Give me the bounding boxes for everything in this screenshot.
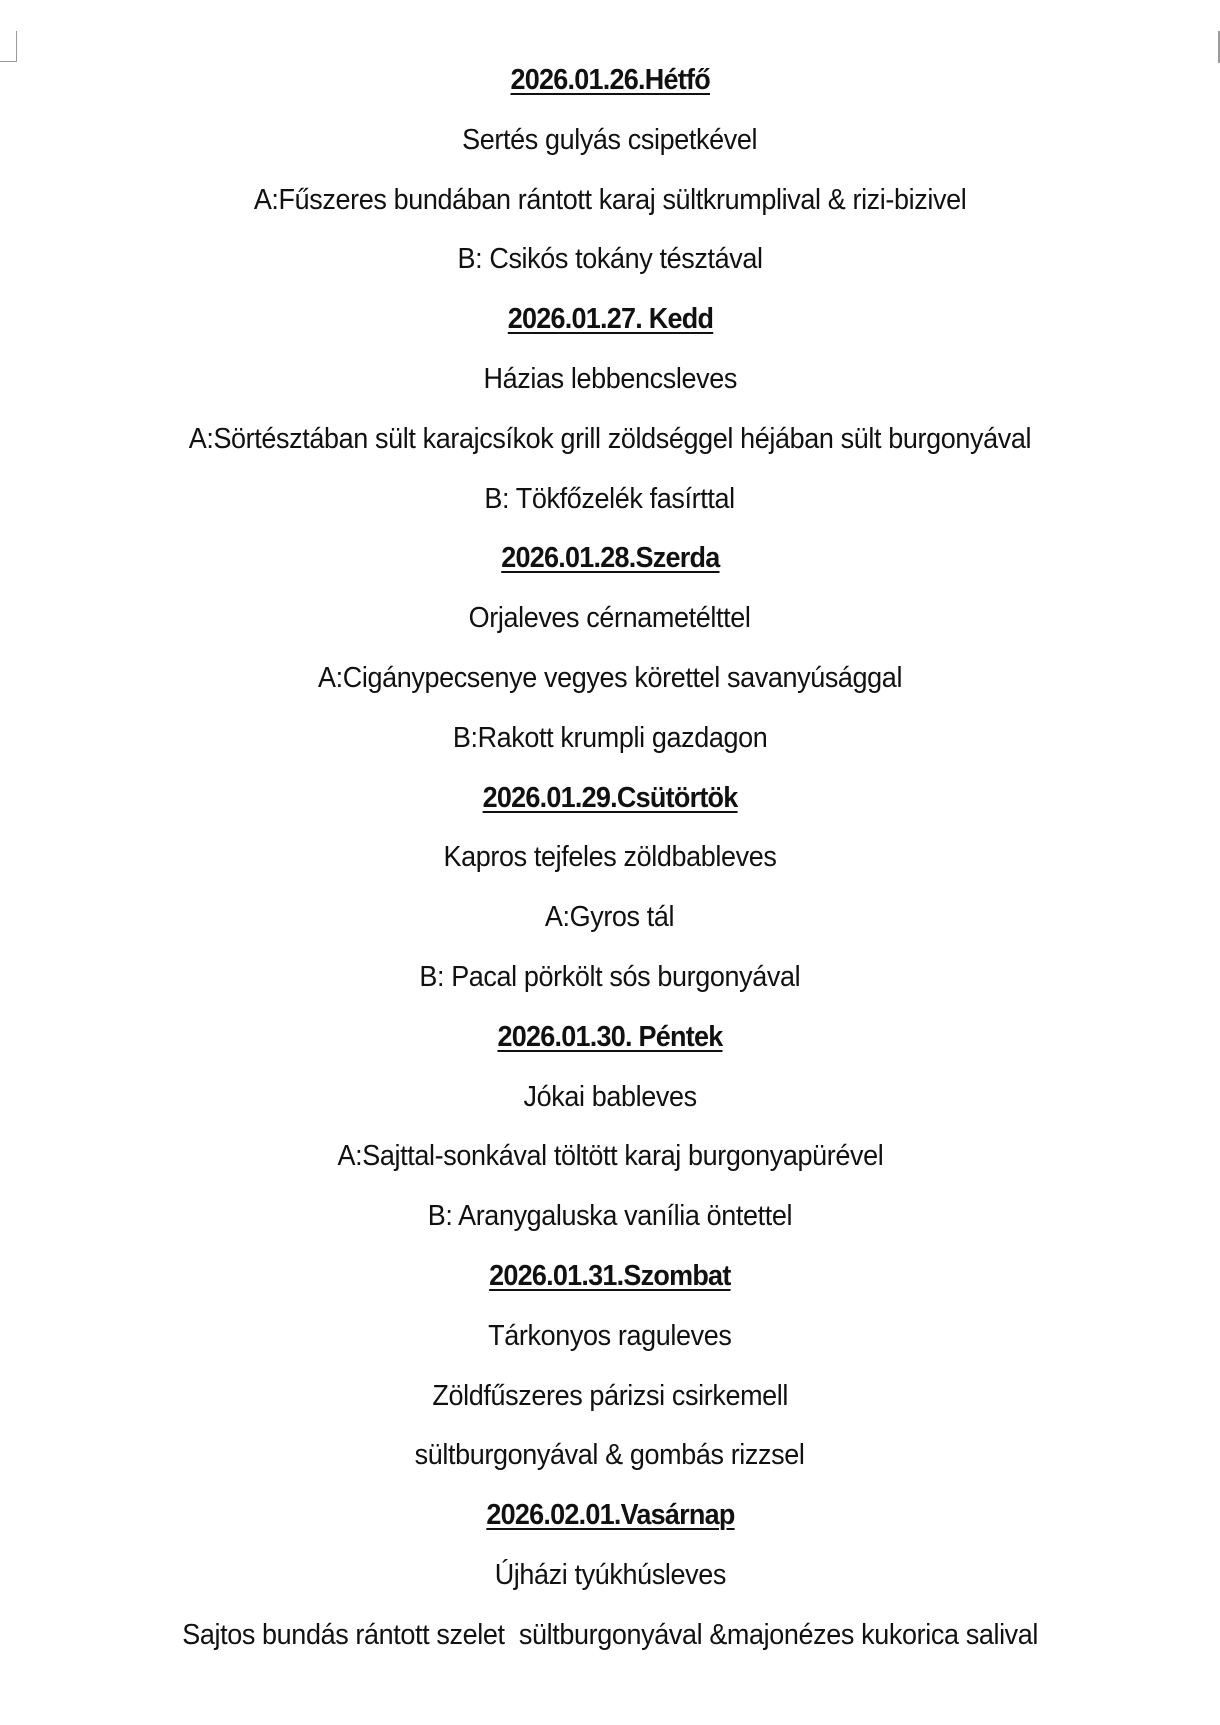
soup-item: Tárkonyos raguleves [488, 1319, 732, 1352]
main-dish-side: sültburgonyával & gombás rizzsel [415, 1439, 805, 1472]
soup-item: Kapros tejfeles zöldbableves [443, 841, 777, 874]
soup-item: Sertés gulyás csipetkével [462, 123, 758, 156]
menu-option-a: A:Sörtésztában sült karajcsíkok grill zöldséggel héjában sült burgonyával [188, 422, 1032, 455]
day-heading: 2026.01.31.Szombat [489, 1259, 731, 1292]
main-dish: Zöldfűszeres párizsi csirkemell [432, 1379, 788, 1412]
day-section-monday [0, 62, 1220, 122]
menu-option-b: B: Tökfőzelék fasírttal [484, 482, 736, 515]
weekly-menu [0, 62, 1220, 1677]
day-section-friday [0, 1019, 1220, 1079]
menu-option-a: A:Sajttal-sonkával töltött karaj burgonyapürével [337, 1140, 883, 1173]
day-heading: 2026.01.28.Szerda [500, 542, 720, 575]
day-heading: 2026.02.01.Vasárnap [485, 1499, 735, 1532]
soup-item: Házias lebbencsleves [483, 362, 737, 395]
menu-option-b: B:Rakott krumpli gazdagon [452, 721, 768, 754]
main-dish: Sajtos bundás rántott szelet sültburgonyával &majonézes kukorica salival [182, 1618, 1038, 1651]
day-section-saturday [0, 1258, 1220, 1318]
menu-option-a: A:Fűszeres bundában rántott karaj sültkrumplival & rizi-bizivel [253, 183, 967, 216]
soup-item: Jókai bableves [523, 1080, 697, 1113]
soup-item: Orjaleves cérnametélttel [469, 602, 751, 635]
margin-corner-mark-left [0, 31, 17, 62]
day-section-wednesday [0, 540, 1220, 600]
day-section-sunday [0, 1497, 1220, 1557]
menu-option-a: A:Cigánypecsenye vegyes körettel savanyúsággal [317, 661, 903, 694]
soup-item: Újházi tyúkhúsleves [494, 1558, 726, 1591]
menu-option-b: B: Pacal pörkölt sós burgonyával [419, 960, 801, 993]
day-section-thursday [0, 780, 1220, 840]
day-heading: 2026.01.27. Kedd [507, 303, 713, 336]
menu-option-b: B: Csikós tokány tésztával [457, 243, 763, 276]
day-section-tuesday [0, 301, 1220, 361]
menu-option-a: A:Gyros tál [545, 901, 675, 934]
day-heading: 2026.01.29.Csütörtök [482, 781, 738, 814]
menu-option-b: B: Aranygaluska vanília öntettel [427, 1200, 793, 1233]
day-heading: 2026.01.30. Péntek [497, 1020, 723, 1053]
day-heading: 2026.01.26.Hétfő [510, 64, 710, 96]
